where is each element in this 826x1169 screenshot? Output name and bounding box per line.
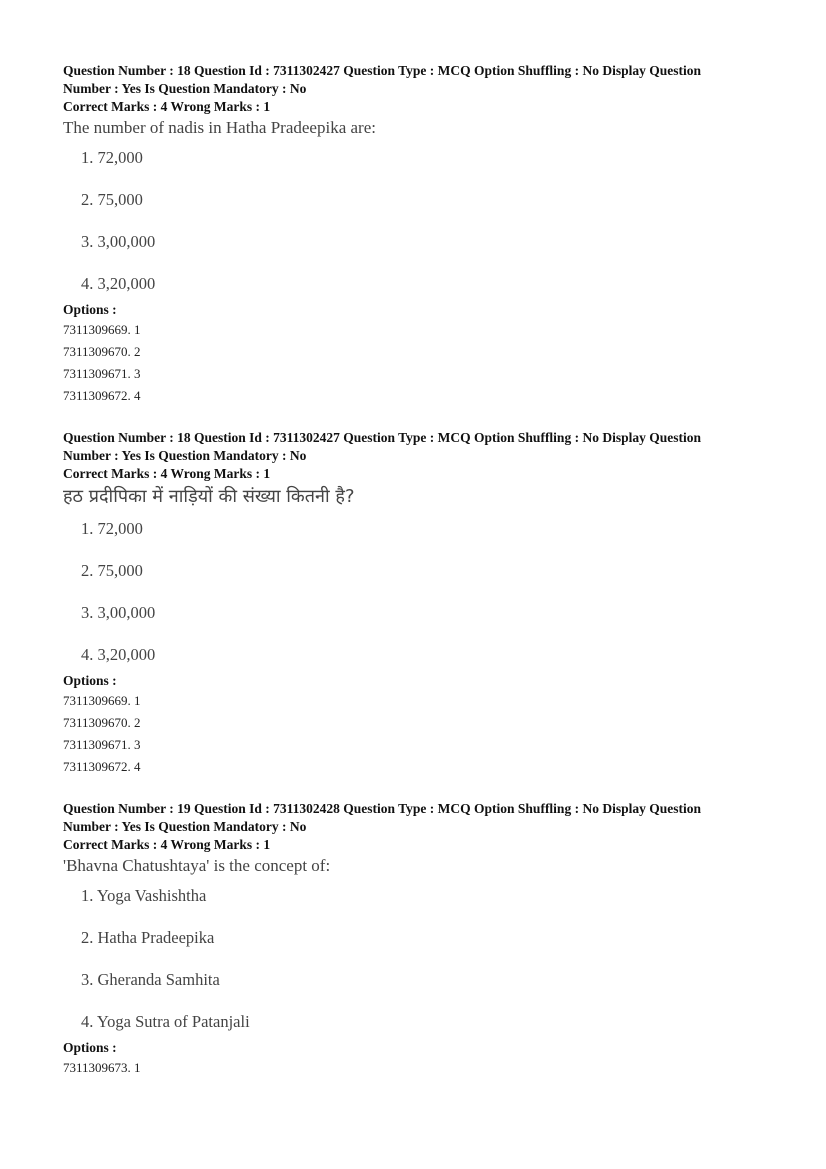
question-block-3: [63, 800, 763, 1079]
question-meta-line2: Number : Yes Is Question Mandatory : No: [63, 80, 307, 96]
question-block-2: [63, 429, 763, 778]
question-meta: [63, 800, 763, 835]
options-heading: Options :: [63, 1040, 117, 1055]
question-meta-line1: Question Number : 19 Question Id : 7311302428 Question Type : MCQ Option Shuffling : No Display Question: [63, 801, 701, 816]
choice-item: 3. Gheranda Samhita: [81, 970, 220, 989]
option-id: 7311309672. 4: [63, 759, 141, 774]
question-marks: Correct Marks : 4 Wrong Marks : 1: [63, 837, 271, 852]
question-meta-line1: Question Number : 18 Question Id : 7311302427 Question Type : MCQ Option Shuffling : No Display Question: [63, 430, 701, 445]
options-heading: Options :: [63, 673, 117, 688]
option-id: 7311309673. 1: [63, 1060, 141, 1075]
question-text: 'Bhavna Chatushtaya' is the concept of:: [63, 856, 331, 875]
question-meta-line2: Number : Yes Is Question Mandatory : No: [63, 447, 307, 463]
option-id: 7311309670. 2: [63, 344, 141, 359]
option-id: 7311309671. 3: [63, 366, 141, 381]
option-id: 7311309671. 3: [63, 737, 141, 752]
options-heading: Options :: [63, 302, 117, 317]
question-text: हठ प्रदीपिका में नाड़ियों की संख्या कितनी है?: [63, 486, 355, 507]
choice-item: 1. 72,000: [81, 519, 143, 538]
question-block-1: [63, 62, 763, 407]
choice-item: 4. 3,20,000: [81, 274, 156, 293]
choice-list: [81, 518, 763, 668]
choice-item: 4. Yoga Sutra of Patanjali: [81, 1012, 250, 1031]
choice-list: [81, 885, 763, 1035]
question-text: The number of nadis in Hatha Pradeepika are:: [63, 118, 376, 137]
choice-item: 2. 75,000: [81, 190, 143, 209]
option-id: 7311309669. 1: [63, 322, 141, 337]
choice-item: 3. 3,00,000: [81, 603, 156, 622]
question-marks: Correct Marks : 4 Wrong Marks : 1: [63, 466, 271, 481]
choice-item: 1. 72,000: [81, 148, 143, 167]
choice-list: [81, 147, 763, 297]
choice-item: 2. Hatha Pradeepika: [81, 928, 215, 947]
question-meta-line1: Question Number : 18 Question Id : 7311302427 Question Type : MCQ Option Shuffling : No Display Question: [63, 63, 701, 78]
choice-item: 3. 3,00,000: [81, 232, 156, 251]
question-paper-page: [63, 62, 763, 1101]
question-meta-line2: Number : Yes Is Question Mandatory : No: [63, 818, 307, 834]
choice-item: 1. Yoga Vashishtha: [81, 886, 207, 905]
choice-item: 4. 3,20,000: [81, 645, 156, 664]
choice-item: 2. 75,000: [81, 561, 143, 580]
question-marks: Correct Marks : 4 Wrong Marks : 1: [63, 99, 271, 114]
option-id: 7311309669. 1: [63, 693, 141, 708]
option-id: 7311309672. 4: [63, 388, 141, 403]
option-id: 7311309670. 2: [63, 715, 141, 730]
question-meta: [63, 429, 763, 464]
question-meta: [63, 62, 763, 97]
